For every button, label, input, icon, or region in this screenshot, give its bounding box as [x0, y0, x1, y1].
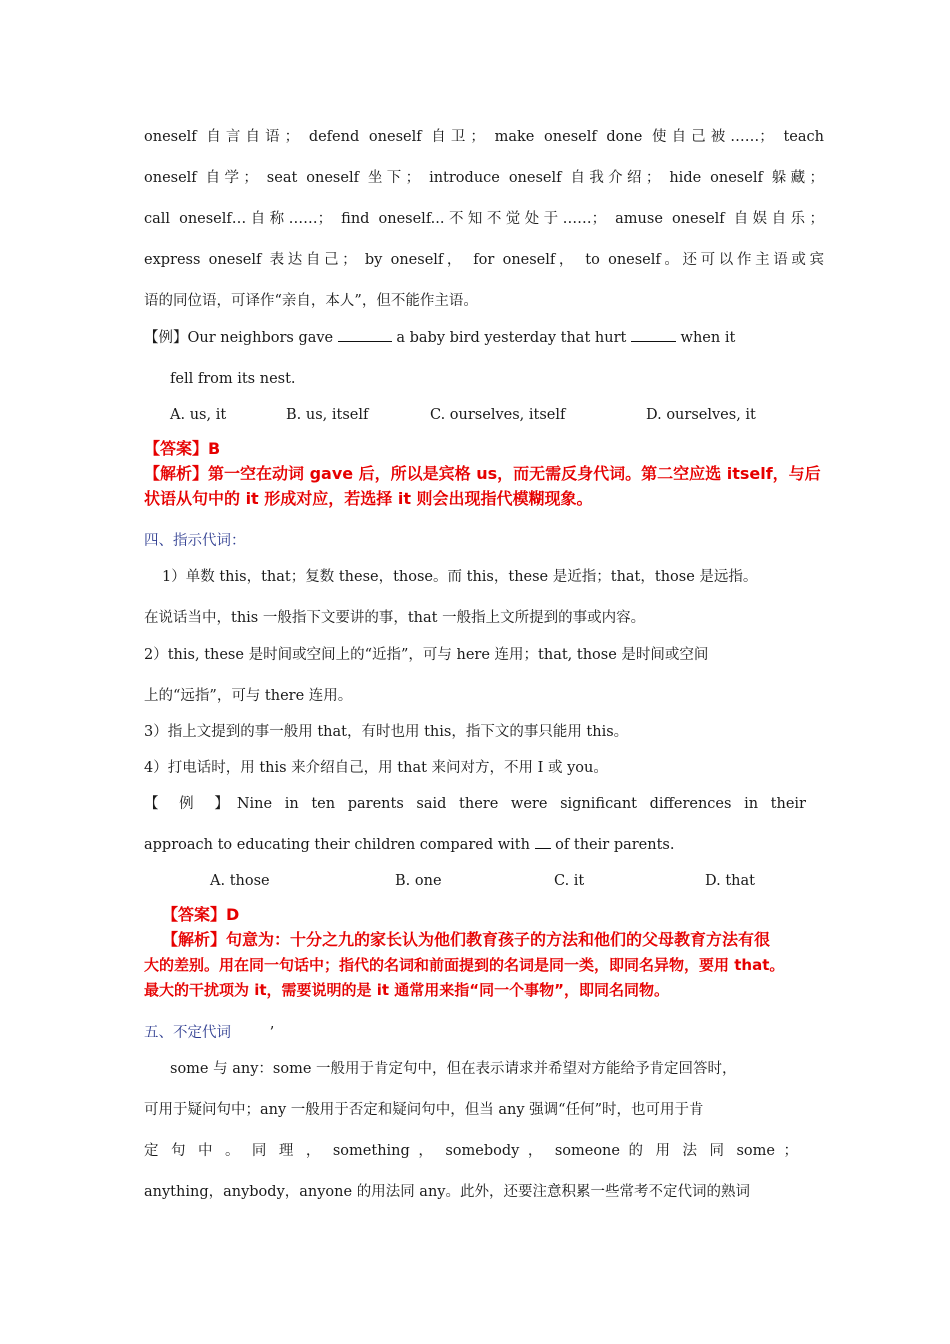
text-line: express oneself 表达自己； by oneself， for oneself， to oneself。还可以作主语或宾 — [144, 252, 824, 268]
text-line: call oneself…自称……； find oneself...不知不觉处于……； amuse oneself 自娱自乐； — [144, 211, 824, 227]
section-heading-text: 五、不定代词 — [144, 1025, 231, 1041]
option-b: B. us, itself — [286, 407, 369, 423]
option-d: D. ourselves, it — [646, 407, 756, 423]
answer-label: 【答案】B — [144, 439, 221, 458]
example-text: approach to educating their children compared with — [144, 837, 535, 853]
section-heading: 四、指示代词： — [144, 533, 246, 549]
text-line: 2）this, these 是时间或空间上的“近指”，可与 here 连用；that, those 是时间或空间 — [144, 647, 709, 663]
example-text: Our neighbors gave — [187, 330, 338, 346]
text-line: 可用于疑问句中；any 一般用于否定和疑问句中，但当 any 强调“任何”时，也可用于肯 — [144, 1102, 704, 1118]
text-line: 3）指上文提到的事一般用 that，有时也用 this，指下文的事只能用 this。 — [144, 724, 629, 740]
example-question-cont: fell from its nest. — [170, 371, 296, 387]
analysis-line: 最大的干扰项为 it，需要说明的是 it 通常用来指“同一个事物”，即同名同物。 — [144, 981, 670, 999]
analysis-line: 状语从句中的 it 形成对应，若选择 it 则会出现指代模糊现象。 — [144, 489, 593, 508]
text-line: 在说话当中，this 一般指下文要讲的事，that 一般指上文所提到的事或内容。 — [144, 610, 646, 626]
analysis-line: 【解析】第一空在动词 gave 后，所以是宾格 us，而无需反身代词。第二空应选 itself，与后 — [144, 464, 821, 483]
example-text: a baby bird yesterday that hurt — [391, 330, 631, 346]
option-c: C. ourselves, itself — [430, 407, 566, 423]
analysis-line: 【解析】句意为：十分之九的家长认为他们教育孩子的方法和他们的父母教育方法有很 — [162, 930, 771, 949]
text-line: 1）单数 this，that；复数 these，those。而 this，these 是近指；that，those 是远指。 — [162, 569, 758, 585]
text-line: 定 句 中 。 同 理 ， something ， somebody ， someone 的 用 法 同 some ； — [144, 1143, 798, 1159]
text-line: anything，anybody，anyone 的用法同 any。此外，还要注意积累一些常考不定代词的熟词 — [144, 1184, 750, 1200]
text-line: some 与 any：some 一般用于肯定句中，但在表示请求并希望对方能给予肯定回答时， — [170, 1061, 737, 1077]
example-prefix: 【例】 — [144, 330, 188, 346]
example-text: of their parents. — [550, 837, 675, 853]
text-line: oneself 自学； seat oneself 坐下； introduce oneself 自我介绍； hide oneself 躲藏； — [144, 170, 824, 186]
text-line: oneself 自言自语； defend oneself 自卫； make oneself done 使自己被……； teach — [144, 129, 824, 145]
option-b: B. one — [395, 873, 442, 889]
answer-blank — [338, 341, 392, 342]
example-question-cont — [144, 835, 824, 855]
example-question: 【 例 】Nine in ten parents said there were significant differences in their — [144, 796, 806, 812]
option-a: A. us, it — [170, 407, 227, 423]
text-line: 上的“远指”，可与 there 连用。 — [144, 688, 353, 704]
text-line: 4）打电话时，用 this 来介绍自己，用 that 来问对方，不用 I 或 you。 — [144, 760, 608, 776]
answer-blank — [535, 848, 551, 849]
example-question — [144, 328, 824, 348]
option-c: C. it — [554, 873, 585, 889]
answer-label: 【答案】D — [162, 905, 240, 924]
section-heading — [144, 1023, 824, 1043]
example-text: when it — [675, 330, 736, 346]
option-a: A. those — [210, 873, 270, 889]
stray-mark: ’ — [269, 1025, 275, 1041]
analysis-line: 大的差别。用在同一句话中；指代的名词和前面提到的名词是同一类，即同名异物，要用 that。 — [144, 956, 785, 974]
text-line: 语的同位语，可译作“亲自，本人”，但不能作主语。 — [144, 293, 478, 309]
option-d: D. that — [705, 873, 755, 889]
answer-blank — [631, 341, 676, 342]
